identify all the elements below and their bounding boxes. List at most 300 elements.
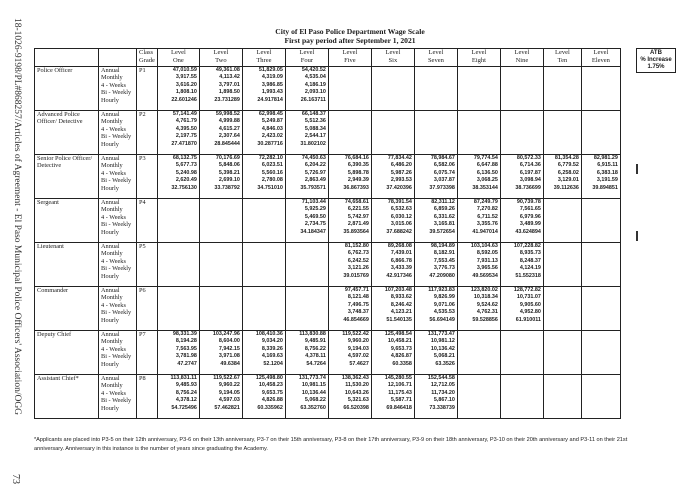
header-level-text: Level [213,49,229,56]
header-period [99,49,137,67]
rank-cell: Deputy Chief [35,331,99,375]
wage-value: 4,378.11 [305,353,326,360]
wage-value: 6,242.52 [347,257,369,264]
wage-value: 76,684.16 [344,155,369,161]
wage-value: 125,498.54 [384,331,412,337]
pay-period-label: Monthly [101,206,123,214]
wage-value: 10,458.23 [258,382,283,389]
wage-value: 9,034.20 [261,338,283,345]
wage-level-cell [543,199,581,243]
pay-period-label: Hourly [101,316,119,324]
wage-level-cell [199,331,242,375]
wage-level-cell [414,375,457,419]
wage-value: 6,915.11 [597,162,618,169]
pay-period-label: Annual [101,155,120,162]
wage-value: 6,258.02 [557,169,579,176]
wage-value: 4,761.79 [175,118,197,125]
header-level-9 [500,49,543,67]
table-row [35,375,621,419]
wage-value: 8,756.22 [304,345,326,352]
pay-period-label: 4 - Weeks [101,125,126,133]
wage-value: 57.4627 [349,360,369,367]
wage-value: 38.736699 [515,184,541,191]
pay-period-cell [99,287,137,331]
wage-value: 66.520398 [343,404,369,411]
rank-cell: Lieutenant [35,243,99,287]
wage-level-cell [328,111,371,155]
wage-level-cell [457,155,500,199]
wage-value: 6,331.62 [433,213,455,220]
header-level-text: Six [388,56,398,64]
wage-value: 107,203.48 [384,287,412,293]
wage-value: 6,030.12 [390,213,412,220]
wage-value: 8,933.62 [390,294,412,301]
wage-value: 5,925.29 [304,206,326,213]
pay-period-label: Hourly [101,140,119,148]
wage-value: 74,658.61 [344,199,369,205]
wage-value: 3,986.85 [261,81,283,88]
wage-value: 51,829.05 [258,67,283,73]
wage-value: 7,270.82 [476,206,498,213]
header-level-text: Four [300,56,314,64]
wage-level-cell [157,243,199,287]
wage-level-cell [242,375,285,419]
table-row [35,67,621,111]
pay-period-label: Hourly [101,96,119,104]
pay-period-label: Monthly [101,162,123,170]
pay-period-label: Annual [101,331,120,338]
wage-value: 6,711.52 [477,213,498,220]
wage-value: 61.910011 [515,316,541,323]
wage-value: 77,834.42 [387,155,412,161]
wage-value: 10,981.15 [301,382,326,389]
wage-value: 5,512.36 [304,118,326,125]
wage-value: 3,971.08 [218,353,240,360]
class-grade-cell: P1 [137,67,158,111]
wage-value: 54,420.52 [301,67,326,73]
wage-value: 6,023.51 [261,162,283,169]
wage-value: 46.854669 [343,316,369,323]
pay-period-label: Monthly [101,118,123,126]
wage-value: 56.694149 [429,316,455,323]
wage-value: 10,731.07 [516,294,541,301]
wage-value: 103,247.96 [212,331,240,337]
wage-value: 2,780.08 [261,177,283,184]
wage-scale-table [34,48,621,419]
wage-value: 3,797.01 [218,81,240,88]
table-row [35,243,621,287]
wage-value: 4,615.27 [218,125,240,132]
wage-value: 4,319.09 [261,74,283,81]
wage-value: 145,280.55 [384,375,412,381]
wage-value: 3,121.26 [347,265,369,272]
wage-value: 5,867.10 [433,397,455,404]
wage-level-cell [543,331,581,375]
wage-value: 97,457.71 [344,287,369,293]
class-grade-cell: P8 [137,375,158,419]
wage-value: 9,485.91 [304,338,326,345]
wage-value: 9,960.22 [218,382,240,389]
pay-period-label: Bi - Weekly [101,397,132,405]
pay-period-label: Monthly [101,74,123,82]
document-subtitle: First pay period after September 1, 2021 [284,36,416,45]
header-level-text: Three [256,56,272,64]
wage-level-cell [157,155,199,199]
header-level-text: Ten [557,56,568,64]
wage-value: 2,993.53 [390,177,412,184]
header-level-7 [414,49,457,67]
header-level-3 [242,49,285,67]
wage-value: 125,498.80 [255,375,283,381]
wage-value: 4,762.31 [476,309,498,316]
wage-value: 8,339.26 [261,345,283,352]
wage-value: 4,846.03 [261,125,283,132]
wage-value: 5,987.26 [390,169,412,176]
wage-level-cell [328,67,371,111]
pay-period-label: Bi - Weekly [101,177,132,185]
wage-level-cell [457,375,500,419]
wage-value: 6,221.55 [347,206,369,213]
pay-period-label: 4 - Weeks [101,257,126,265]
header-class-label: Class [139,49,154,56]
wage-level-cell [457,199,500,243]
wage-level-cell [543,287,581,331]
wage-value: 5,848.06 [218,162,240,169]
header-level-2 [199,49,242,67]
wage-level-cell [371,375,414,419]
wage-value: 6,383.18 [596,169,618,176]
margin-mark [636,231,638,241]
wage-level-cell [457,111,500,155]
table-row [35,331,621,375]
wage-value: 119,522.67 [213,375,240,381]
wage-value: 41.947014 [472,228,498,235]
wage-value: 5,398.21 [218,169,240,176]
wage-level-cell [581,111,620,155]
wage-level-cell [457,331,500,375]
wage-value: 4,597.02 [347,353,369,360]
wage-value: 35.793571 [300,184,326,191]
wage-value: 24.917814 [257,96,283,103]
wage-level-cell [414,67,457,111]
wage-value: 10,981.12 [430,338,455,345]
wage-value: 3,355.76 [476,221,498,228]
wage-value: 6,714.36 [519,162,541,169]
class-grade-cell: P7 [137,331,158,375]
wage-value: 63.3526 [435,360,455,367]
wage-value: 7,563.95 [175,345,197,352]
wage-value: 5,249.87 [261,118,283,125]
wage-value: 138,362.43 [341,375,369,381]
atb-increase-box [636,48,676,73]
header-level-text: Eleven [591,56,610,64]
wage-value: 5,469.50 [304,213,326,220]
wage-value: 49.569534 [472,272,498,279]
pay-period-label: Annual [101,67,120,74]
wage-level-cell [199,155,242,199]
wage-level-cell [328,243,371,287]
pay-period-label: 4 - Weeks [101,389,126,397]
header-level-text: Level [256,49,272,56]
wage-value: 1,808.10 [175,89,197,96]
wage-value: 5,321.63 [347,397,369,404]
wage-value: 9,071.06 [433,301,455,308]
wage-level-cell [500,67,543,111]
wage-value: 131,773.47 [427,331,455,337]
wage-value: 22.601246 [171,96,197,103]
table-row [35,287,621,331]
wage-value: 90,739.78 [516,199,541,205]
wage-value: 82,981.29 [593,155,618,161]
footnote: *Applicants are placed into P3-5 on their 12th anniversary, P3-6 on their 13th anniversary, P3-7 on their 15th anniversary, P3-8 on their 17th anniversary, P3-9 on their 18th anniversary, P3-10 on their 20th anniversary and P3-11 on their 21st anniversary. Anniversary in this instance is the number of years since graduating the Academy. [34,437,628,452]
pay-period-label: Annual [101,111,120,118]
wage-value: 4,169.63 [261,353,283,360]
wage-level-cell [414,111,457,155]
wage-value: 78,391.54 [387,199,412,205]
wage-value: 59,998.52 [215,111,240,117]
wage-level-cell [242,67,285,111]
wage-value: 5,587.71 [390,397,412,404]
wage-value: 39.112636 [553,184,579,191]
wage-level-cell [581,67,620,111]
wage-value: 47,010.59 [172,67,197,73]
rank-cell: Police Officer [35,67,99,111]
wage-value: 4,952.80 [519,309,541,316]
wage-value: 4,597.03 [218,397,240,404]
wage-value: 34.184347 [300,228,326,235]
class-grade-cell: P3 [137,155,158,199]
wage-value: 9,485.93 [175,382,197,389]
wage-value: 6,647.88 [476,162,498,169]
wage-value: 49.6384 [220,360,240,367]
header-level-text: Level [299,49,315,56]
wage-level-cell [543,67,581,111]
wage-value: 12,106.71 [387,382,412,389]
wage-level-cell [199,67,242,111]
wage-value: 3,015.06 [390,221,412,228]
wage-value: 7,553.45 [433,257,455,264]
table-row [35,155,621,199]
wage-value: 49,361.08 [215,67,240,73]
wage-value: 30.287716 [257,140,283,147]
wage-level-cell [500,111,543,155]
document-header [0,27,700,45]
wage-value: 4,535.04 [304,74,326,81]
wage-level-cell [500,287,543,331]
pay-period-label: Monthly [101,382,123,390]
wage-value: 6,204.22 [304,162,326,169]
wage-value: 3,748.37 [347,309,369,316]
wage-value: 57.462821 [214,404,240,411]
wage-value: 10,318.34 [473,294,498,301]
wage-level-cell [414,155,457,199]
header-level-text: Level [385,49,401,56]
wage-value: 2,949.39 [347,177,369,184]
pay-period-label: Bi - Weekly [101,221,132,229]
wage-value: 7,931.13 [476,257,498,264]
wage-value: 5,560.16 [261,169,283,176]
wage-value: 6,390.35 [347,162,369,169]
pay-period-cell [99,243,137,287]
pay-period-label: Bi - Weekly [101,309,132,317]
wage-value: 4,535.53 [433,309,455,316]
header-level-text: Level [593,49,609,56]
wage-level-cell [285,67,328,111]
wage-level-cell [414,243,457,287]
wage-value: 3,616.20 [175,81,197,88]
wage-value: 9,960.20 [347,338,369,345]
wage-level-cell [242,199,285,243]
wage-value: 108,410.36 [255,331,283,337]
page-number: 73 [10,474,21,484]
wage-value: 128,772.82 [513,287,541,293]
wage-value: 5,898.78 [347,169,369,176]
wage-value: 5,742.97 [347,213,369,220]
wage-value: 8,121.48 [347,294,369,301]
pay-period-label: 4 - Weeks [101,301,126,309]
rank-cell: Assistant Chief* [35,375,99,419]
wage-value: 4,826.87 [390,353,412,360]
wage-value: 42.917346 [386,272,412,279]
wage-level-cell [371,243,414,287]
pay-period-cell [99,331,137,375]
wage-value: 26.163711 [300,96,326,103]
pay-period-label: 4 - Weeks [101,345,126,353]
wage-level-cell [285,287,328,331]
wage-value: 9,905.60 [519,301,541,308]
header-rank [35,49,99,67]
wage-level-cell [414,287,457,331]
wage-value: 6,197.87 [519,169,541,176]
wage-level-cell [328,155,371,199]
wage-level-cell [371,331,414,375]
header-level-5 [328,49,371,67]
wage-level-cell [157,111,199,155]
wage-value: 51.540135 [386,316,412,323]
wage-value: 78,984.67 [430,155,455,161]
wage-value: 72,282.10 [258,155,283,161]
table-row [35,199,621,243]
header-level-text: Level [428,49,444,56]
wage-value: 4,113.42 [219,74,240,81]
wage-value: 10,136.44 [301,389,326,396]
wage-level-cell [371,67,414,111]
wage-level-cell [157,331,199,375]
wage-level-cell [242,287,285,331]
wage-value: 7,439.01 [390,250,412,257]
wage-level-cell [414,199,457,243]
wage-value: 43.624894 [515,228,541,235]
wage-value: 3,433.39 [390,265,412,272]
wage-value: 28.845444 [214,140,240,147]
wage-value: 119,522.42 [342,331,369,337]
wage-level-cell [500,243,543,287]
header-level-text: Level [471,49,487,56]
wage-level-cell [581,331,620,375]
wage-value: 9,826.99 [433,294,455,301]
wage-value: 39.894851 [592,184,618,191]
wage-value: 152,544.58 [427,375,455,381]
wage-value: 98,194.89 [430,243,455,249]
wage-level-cell [371,111,414,155]
header-grade-label: Grade [139,56,155,64]
wage-level-cell [581,243,620,287]
wage-value: 3,191.59 [596,177,618,184]
wage-level-cell [328,287,371,331]
wage-value: 37.973398 [429,184,455,191]
rank-cell: Commander [35,287,99,331]
wage-value: 38.353144 [472,184,498,191]
wage-value: 81,354.28 [554,155,579,161]
wage-value: 9,653.75 [261,389,283,396]
wage-value: 107,228.82 [513,243,541,249]
wage-value: 12,712.05 [430,382,455,389]
wage-value: 6,486.20 [390,162,412,169]
pay-period-cell [99,111,137,155]
wage-value: 10,136.42 [430,345,455,352]
wage-level-cell [328,199,371,243]
wage-value: 1,898.50 [218,89,240,96]
wage-level-cell [543,375,581,419]
header-level-4 [285,49,328,67]
wage-value: 117,923.83 [428,287,455,293]
rank-cell: Senior Police Officer/ Detective [35,155,99,199]
wage-value: 60.3358 [392,360,412,367]
wage-value: 6,075.74 [433,169,455,176]
wage-level-cell [371,155,414,199]
wage-value: 23.731289 [214,96,240,103]
class-grade-cell: P2 [137,111,158,155]
wage-level-cell [457,243,500,287]
wage-value: 7,942.15 [218,345,240,352]
wage-level-cell [328,331,371,375]
header-level-text: Level [514,49,530,56]
wage-value: 3,917.55 [175,74,197,81]
wage-value: 9,653.73 [390,345,412,352]
class-grade-cell: P4 [137,199,158,243]
wage-value: 82,311.12 [431,199,455,205]
wage-value: 9,194.05 [218,389,240,396]
rank-cell: Sergeant [35,199,99,243]
wage-value: 6,582.06 [433,162,455,169]
wage-value: 8,194.28 [175,338,197,345]
wage-value: 5,726.97 [304,169,326,176]
wage-value: 8,182.91 [433,250,455,257]
wage-value: 8,592.05 [476,250,498,257]
header-level-text: Nine [515,56,529,64]
wage-value: 34.751010 [257,184,283,191]
wage-value: 5,088.34 [304,125,326,132]
wage-value: 35.893564 [343,228,369,235]
wage-value: 59.528856 [472,316,498,323]
header-level-6 [371,49,414,67]
wage-value: 11,734.20 [431,389,455,396]
pay-period-cell [99,199,137,243]
wage-value: 31.802102 [300,140,326,147]
header-level-text: Five [344,56,356,64]
wage-value: 6,866.78 [390,257,412,264]
wage-level-cell [500,331,543,375]
wage-value: 98,331.39 [172,331,197,337]
header-level-8 [457,49,500,67]
wage-value: 33.738792 [214,184,240,191]
wage-level-cell [199,243,242,287]
wage-value: 6,779.52 [557,162,579,169]
wage-level-cell [543,155,581,199]
pay-period-label: Monthly [101,294,123,302]
pay-period-label: Hourly [101,404,119,412]
wage-value: 74,450.63 [301,155,326,161]
